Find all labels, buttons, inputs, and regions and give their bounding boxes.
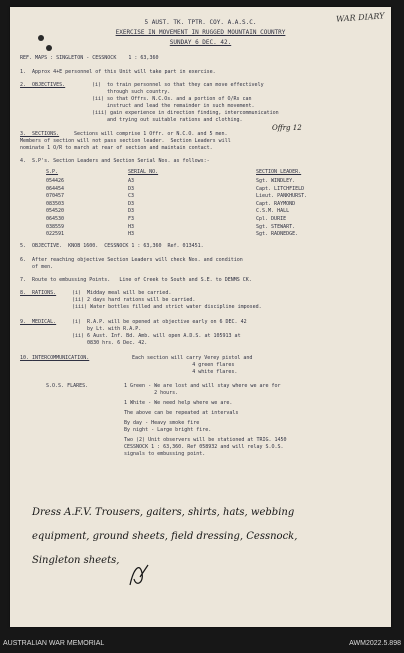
- table-cell-serial: D3: [128, 208, 135, 215]
- signature-mark: [126, 559, 152, 591]
- medical-line: 0830 hrs. 6 Dec. 42.: [72, 340, 148, 346]
- rations-line: (i) Midday meal will be carried.: [72, 290, 172, 296]
- objectives-line: (iii) gain experience in direction finding, intercommunication: [92, 110, 279, 116]
- table-header-leader: SECTION LEADER.: [256, 169, 302, 175]
- objectives-line: instruct and lead the remainder in such movement.: [92, 103, 255, 109]
- intercom-line: Each section will carry Verey pistol and: [132, 355, 253, 361]
- table-cell-leader: Cpl. DURIE: [256, 216, 287, 222]
- sos-label: S.O.S. FLARES.: [46, 383, 89, 389]
- table-cell-leader: Sgt. WINDLEY.: [256, 178, 296, 184]
- war-diary-stamp: WAR DIARY: [335, 11, 385, 24]
- para-4: 4. S.P's. Section Leaders and Section Serial Nos. as follows:-: [20, 158, 210, 164]
- para-2-label: 2. OBJECTIVES.: [20, 82, 66, 88]
- table-cell-serial: D3: [128, 200, 135, 207]
- table-cell-serial: H3: [128, 223, 135, 230]
- intercommunication-label: INTERCOMMUNICATION.: [32, 355, 90, 361]
- table-cell-serial: A3: [128, 178, 135, 184]
- sections-line: Sections will comprise 1 Offr. or N.C.O. and 5 men.: [74, 131, 228, 137]
- table-cell-sp: 083503: [46, 200, 65, 207]
- table-cell-sp: 064530: [46, 216, 65, 222]
- table-header-serial: SERIAL NO.: [128, 169, 159, 175]
- table-cell-leader: Lieut. PANKHURST.: [256, 193, 308, 200]
- table-cell-leader: Capt. LITCHFIELD: [256, 185, 305, 192]
- sos-line: 2 hours.: [124, 390, 179, 396]
- para-8-label: 8. RATIONS.: [20, 290, 57, 296]
- medical-label: MEDICAL.: [32, 319, 57, 325]
- table-cell-sp: 070457: [46, 193, 65, 200]
- objectives-line: through such country.: [92, 89, 171, 95]
- sos-line: 1 Green - We are lost and will stay where we are for: [124, 383, 281, 389]
- table-header-sp: S.P.: [46, 169, 59, 175]
- table-cell-serial: H3: [128, 231, 135, 238]
- sos-line: The above can be repeated at intervals: [124, 410, 239, 416]
- objectives-line: (i) to train personnel so that they can move effectively: [92, 82, 264, 88]
- rations-line: (iii) Water bottles filled and strict water discipline imposed.: [72, 304, 262, 310]
- table-cell-leader: Capt. RAYMOND: [256, 200, 296, 207]
- sos-line: Two (2) Unit observers will be stationed at TRIG. 1450: [124, 437, 287, 443]
- table-cell-serial: F3: [128, 216, 135, 222]
- para-1: 1. Approx 4+E personnel of this Unit will take part in exercise.: [20, 69, 216, 75]
- handwritten-dress-line: equipment, ground sheets, field dressing, Cessnock,: [32, 531, 298, 542]
- rations-line: (ii) 2 days hard rations will be carried.: [72, 297, 196, 303]
- medical-line: by Lt. with R.A.P.: [72, 326, 142, 332]
- sections-line: Members of section will not pass section leader. Section Leaders will: [20, 138, 231, 144]
- unit-header: 5 AUST. TK. TPTR. COY. A.A.S.C.: [144, 19, 257, 26]
- table-cell-leader: Sgt. RADNEDGE.: [256, 231, 299, 238]
- table-cell-sp: 054520: [46, 208, 65, 215]
- intercom-line: 4 white flares.: [132, 369, 238, 375]
- para-3-label: 3. SECTIONS.: [20, 131, 60, 137]
- ref-maps: REF. MAPS : SINGLETON - CESSNOCK 1 : 63,360: [20, 55, 159, 61]
- table-cell-sp: 038559: [46, 223, 65, 230]
- objectives-label: OBJECTIVES.: [32, 82, 66, 88]
- table-cell-leader: C.S.M. HALL: [256, 208, 290, 215]
- medical-line: (ii) 6 Aust. Inf. Bd. Amb. will open A.D.S. at 105913 at: [72, 333, 241, 339]
- rations-label: RATIONS.: [32, 290, 57, 296]
- footer-left: AUSTRALIAN WAR MEMORIAL: [3, 640, 105, 647]
- para-9-label: 9. MEDICAL.: [20, 319, 57, 325]
- para-6-line: 6. After reaching objective Section Leaders will check Nos. and condition: [20, 257, 243, 263]
- para-6-line: of men.: [20, 264, 54, 270]
- intercom-line: 4 green flares: [132, 362, 235, 368]
- medical-line: (i) R.A.P. will be opened at objective early on 6 DEC. 42: [72, 319, 247, 325]
- document-page: [10, 7, 391, 627]
- footer-right: AWM2022.5.898: [349, 640, 401, 647]
- table-cell-leader: Sgt. STEWART.: [256, 223, 296, 230]
- sos-line: 1 White - We need help where we are.: [124, 400, 233, 406]
- table-cell-sp: 022591: [46, 231, 65, 238]
- exercise-date: SUNDAY 6 DEC. 42.: [169, 39, 232, 46]
- table-cell-sp: 054426: [46, 178, 65, 184]
- handwritten-dress-line: Dress A.F.V. Trousers, gaiters, shirts, hats, webbing: [32, 507, 295, 518]
- table-cell-sp: 064454: [46, 185, 65, 192]
- sos-line: CESSNOCK 1 : 63,360. Ref 058932 and will relay S.O.S.: [124, 444, 284, 450]
- table-cell-serial: D3: [128, 185, 135, 192]
- sections-line: nominate 1 O/R to march at rear of section and maintain contact.: [20, 145, 213, 151]
- para-5: 5. OBJECTIVE. KNOB 1600. CESSNOCK 1 : 63,360 Ref. 013451.: [20, 243, 204, 249]
- sos-line: signals to embussing point.: [124, 451, 206, 457]
- para-10-label: 10. INTERCOMMUNICATION.: [20, 355, 90, 361]
- table-cell-serial: C3: [128, 193, 135, 200]
- exercise-title: EXERCISE IN MOVEMENT IN RUGGED MOUNTAIN COUNTRY: [115, 29, 286, 36]
- objectives-line: and trying out suitable rations and clothing.: [92, 117, 243, 123]
- handwritten-dress-line: Singleton sheets,: [32, 555, 120, 566]
- sos-line: By night - Large bright fire.: [124, 427, 212, 433]
- margin-note: Offrg 12: [272, 124, 302, 132]
- sections-label: SECTIONS.: [32, 131, 60, 137]
- para-7: 7. Route to embussing Points. Line of Creek to South and S.E. to DENMS CK.: [20, 277, 252, 283]
- objectives-line: (ii) so that Offrs. N.C.Os. and a portion of O/Rs can: [92, 96, 252, 102]
- sos-line: By day - Heavy smoke fire: [124, 420, 200, 426]
